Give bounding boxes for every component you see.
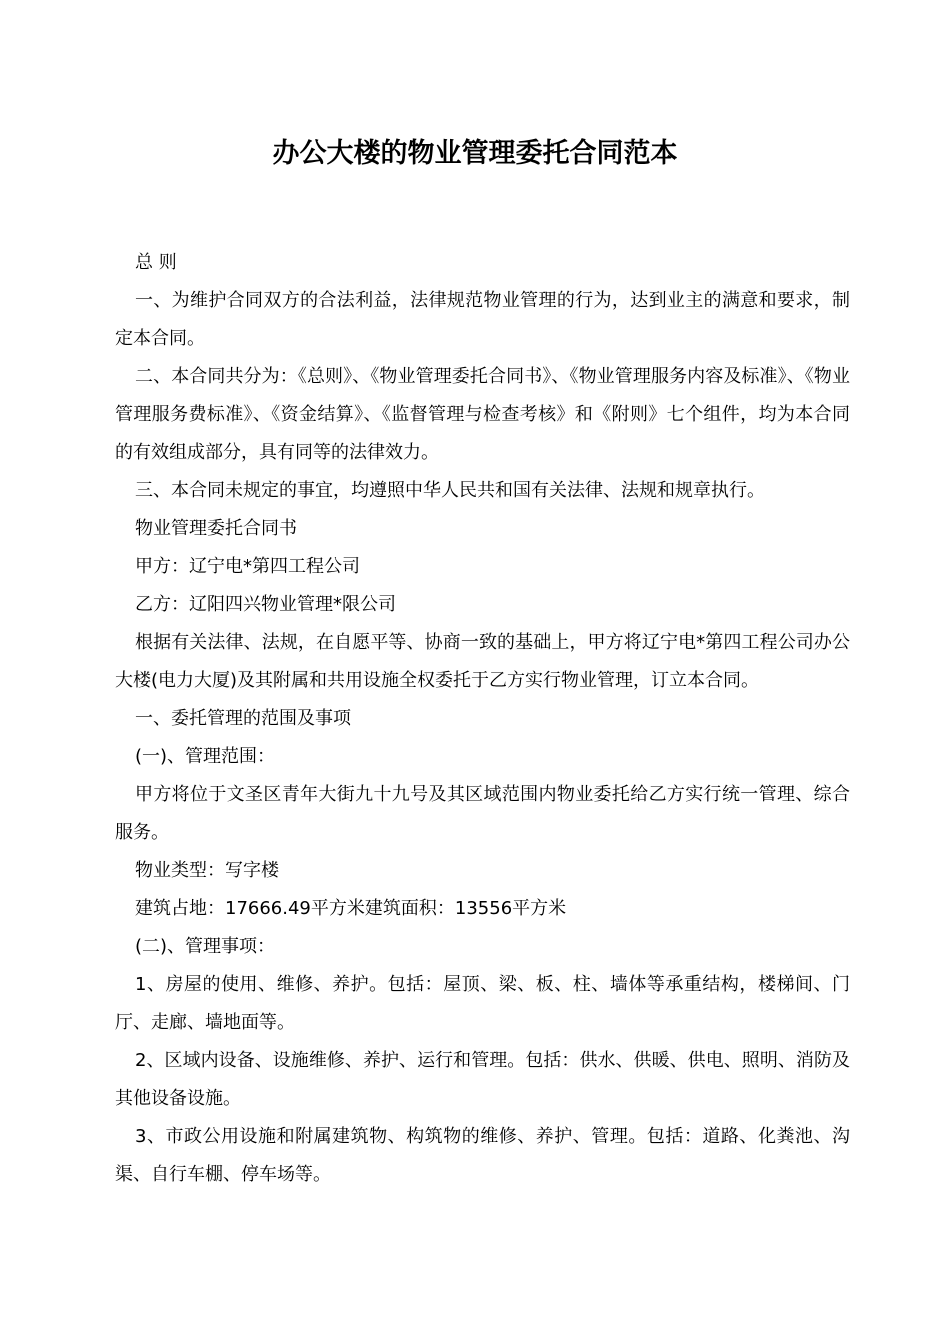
section-heading-scope: 一、委托管理的范围及事项	[135, 708, 351, 729]
building-area: 建筑占地：17666.49平方米建筑面积：13556平方米	[135, 898, 567, 919]
list-item-3: 3、市政公用设施和附属建筑物、构筑物的维修、养护、管理。包括：道路、化粪池、沟渠、自行车棚、停车场等。	[115, 1126, 850, 1185]
paragraph-range: 甲方将位于文圣区青年大街九十九号及其区域范围内物业委托给乙方实行统一管理、综合服务。	[115, 784, 850, 843]
section-heading-contract: 物业管理委托合同书	[135, 518, 297, 539]
document-title: 办公大楼的物业管理委托合同范本	[272, 138, 678, 169]
list-item-2: 2、区域内设备、设施维修、养护、运行和管理。包括：供水、供暖、供电、照明、消防及其他设备设施。	[115, 1050, 850, 1109]
paragraph-clause-3: 三、本合同未规定的事宜，均遵照中华人民共和国有关法律、法规和规章执行。	[135, 480, 765, 501]
paragraph-preamble: 根据有关法律、法规，在自愿平等、协商一致的基础上，甲方将辽宁电*第四工程公司办公大楼(电力大厦)及其附属和共用设施全权委托于乙方实行物业管理，订立本合同。	[115, 632, 850, 691]
subheading-management-range: (一)、管理范围：	[135, 746, 276, 767]
paragraph-clause-1: 一、为维护合同双方的合法利益，法律规范物业管理的行为，达到业主的满意和要求，制定本合同。	[115, 290, 850, 349]
party-b: 乙方：辽阳四兴物业管理*限公司	[135, 594, 396, 615]
party-a: 甲方：辽宁电*第四工程公司	[135, 556, 360, 577]
subheading-management-items: (二)、管理事项：	[135, 936, 276, 957]
document-body	[115, 244, 850, 1194]
section-heading-general: 总 则	[135, 252, 177, 273]
list-item-1: 1、房屋的使用、维修、养护。包括：屋顶、梁、板、柱、墙体等承重结构，楼梯间、门厅、走廊、墙地面等。	[115, 974, 850, 1033]
paragraph-clause-2: 二、本合同共分为：《总则》、《物业管理委托合同书》、《物业管理服务内容及标准》、《物业管理服务费标准》、《资金结算》、《监督管理与检查考核》和《附则》七个组件，均为本合同的有效组成部分，具有同等的法律效力。	[115, 366, 850, 463]
property-type: 物业类型：写字楼	[135, 860, 279, 881]
